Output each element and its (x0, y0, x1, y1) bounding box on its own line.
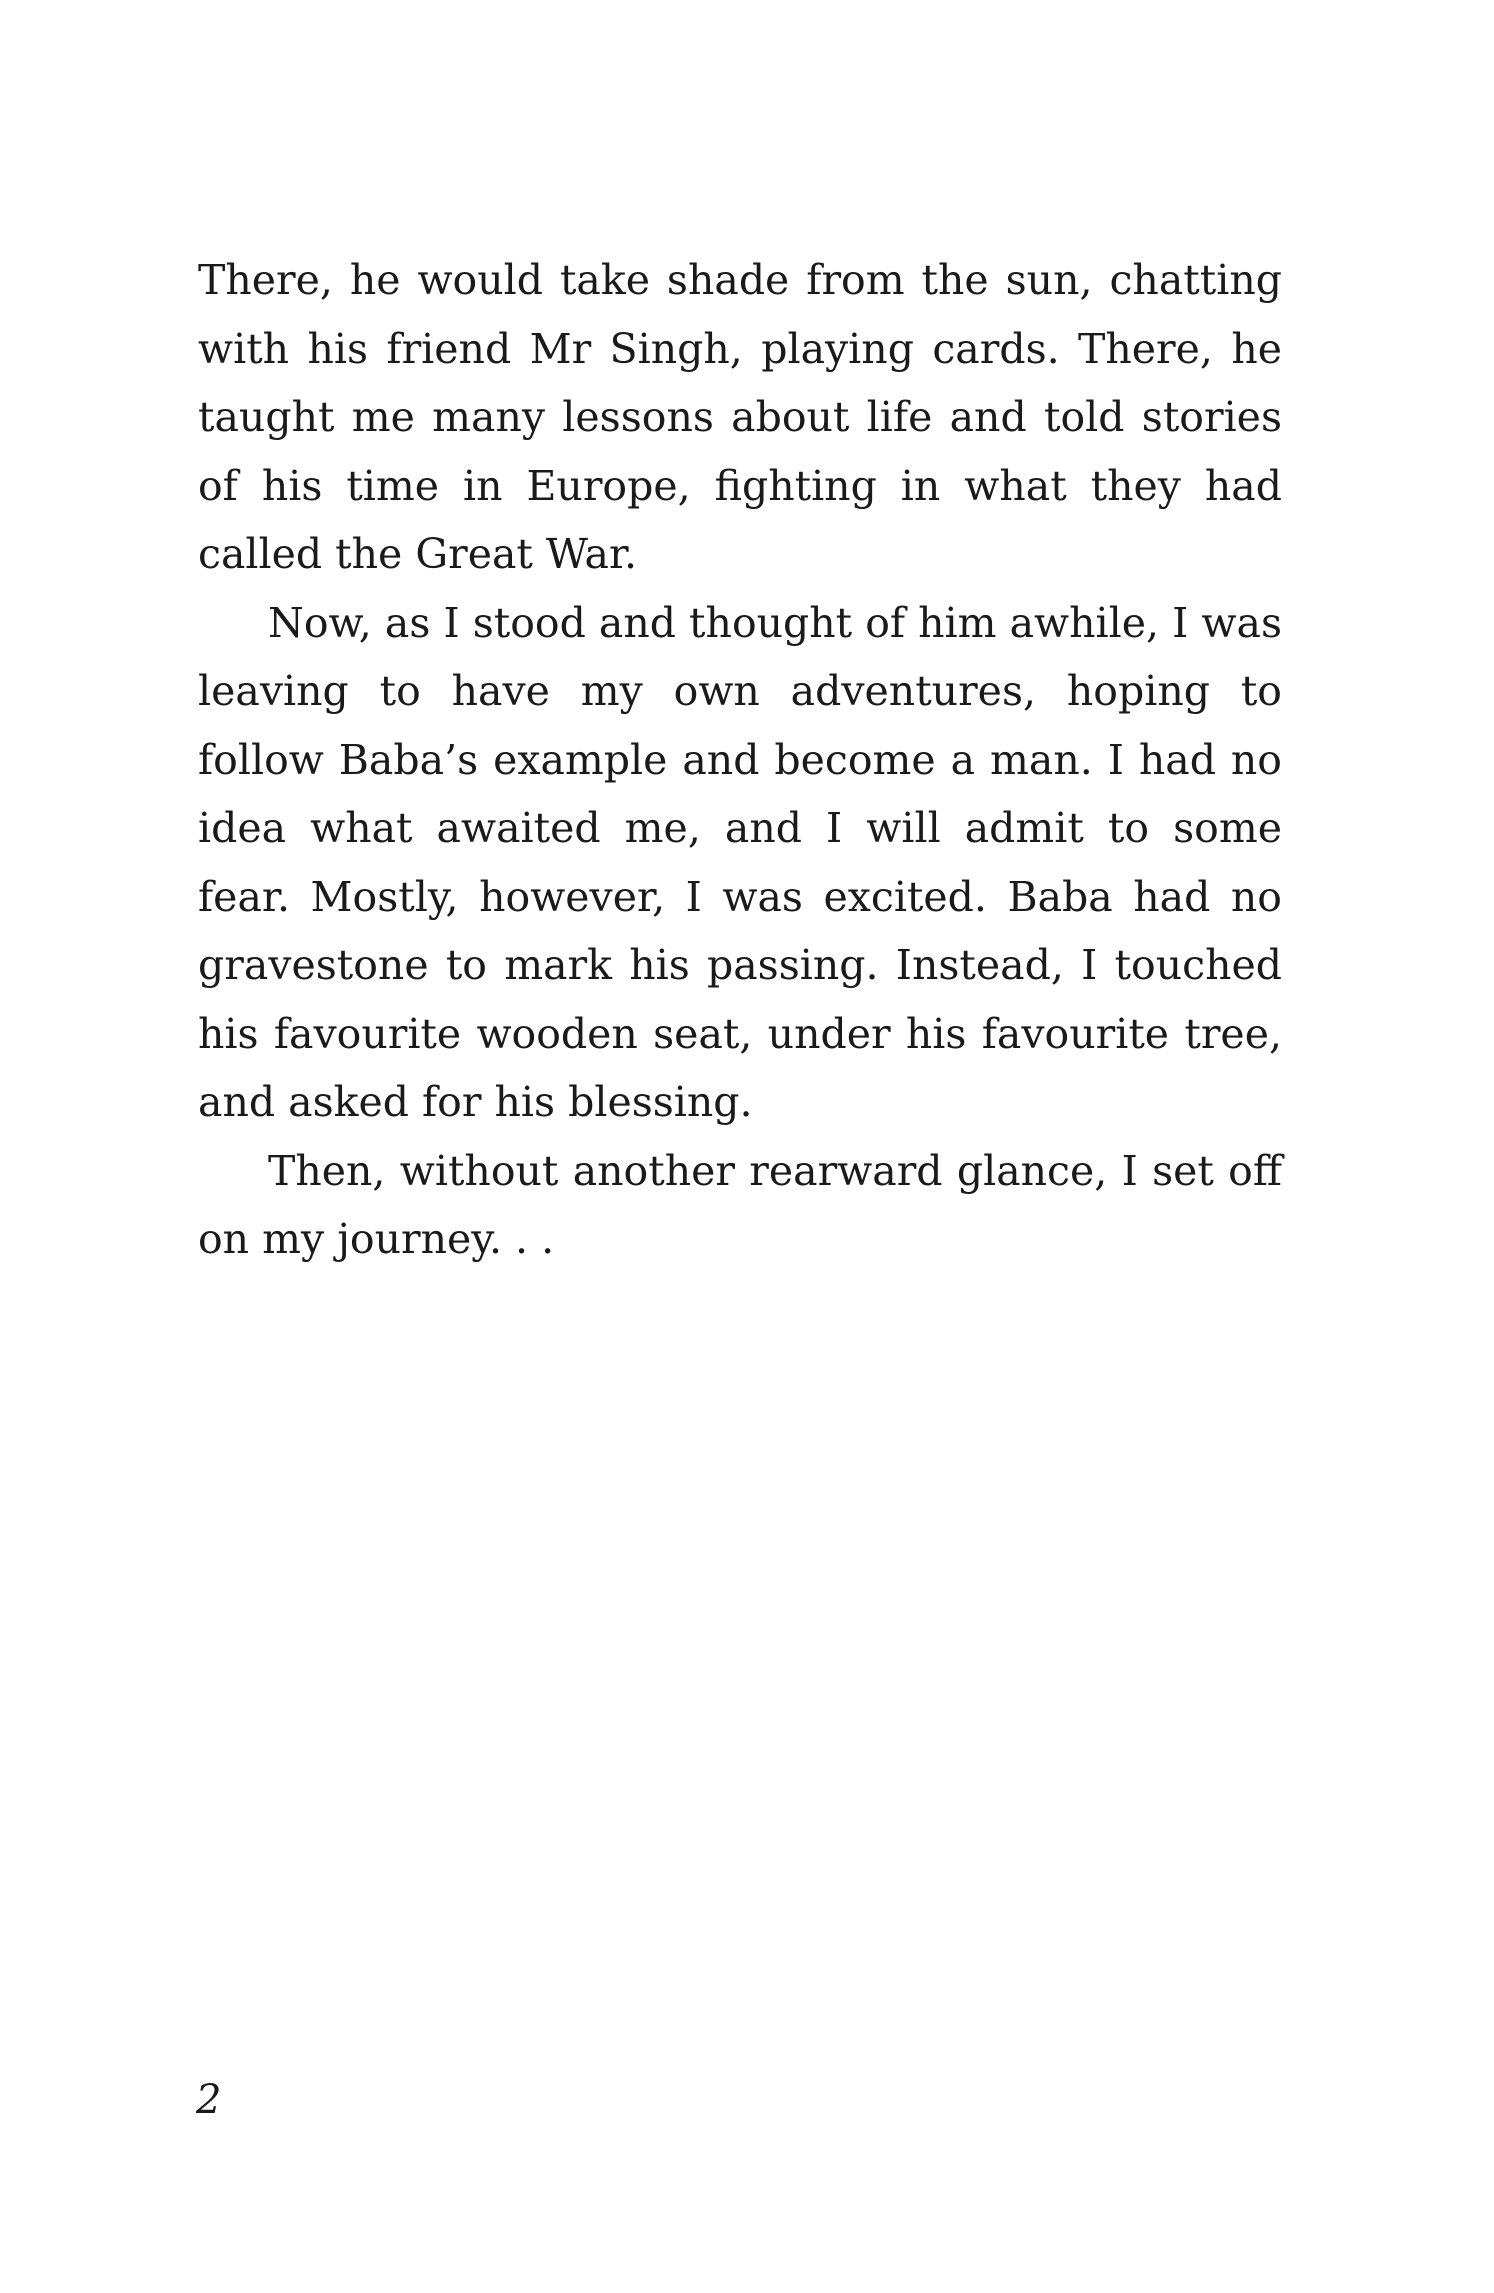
paragraph-1: There, he would take shade from the sun, chatting with his friend Mr Singh, playing cards. There, he taught me many lessons about life and told stories of his time in Europe, fighting in what they had called the Great War. (198, 256, 1282, 578)
paragraph-2: Now, as I stood and thought of him awhile, I was leaving to have my own adventures, hoping to follow Baba’s example and become a man. I had no idea what awaited me, and I will admit to some fear. Mostly, however, I was excited. Baba had no gravestone to mark his passing. Instead, I touched his favourite wooden seat, under his favourite tree, and asked for his blessing. (198, 598, 1282, 1126)
body-text (198, 246, 1282, 1274)
paragraph-3: Then, without another rearward glance, I set off on my journey. . . (198, 1146, 1282, 1263)
page-number: 2 (196, 2077, 222, 2123)
